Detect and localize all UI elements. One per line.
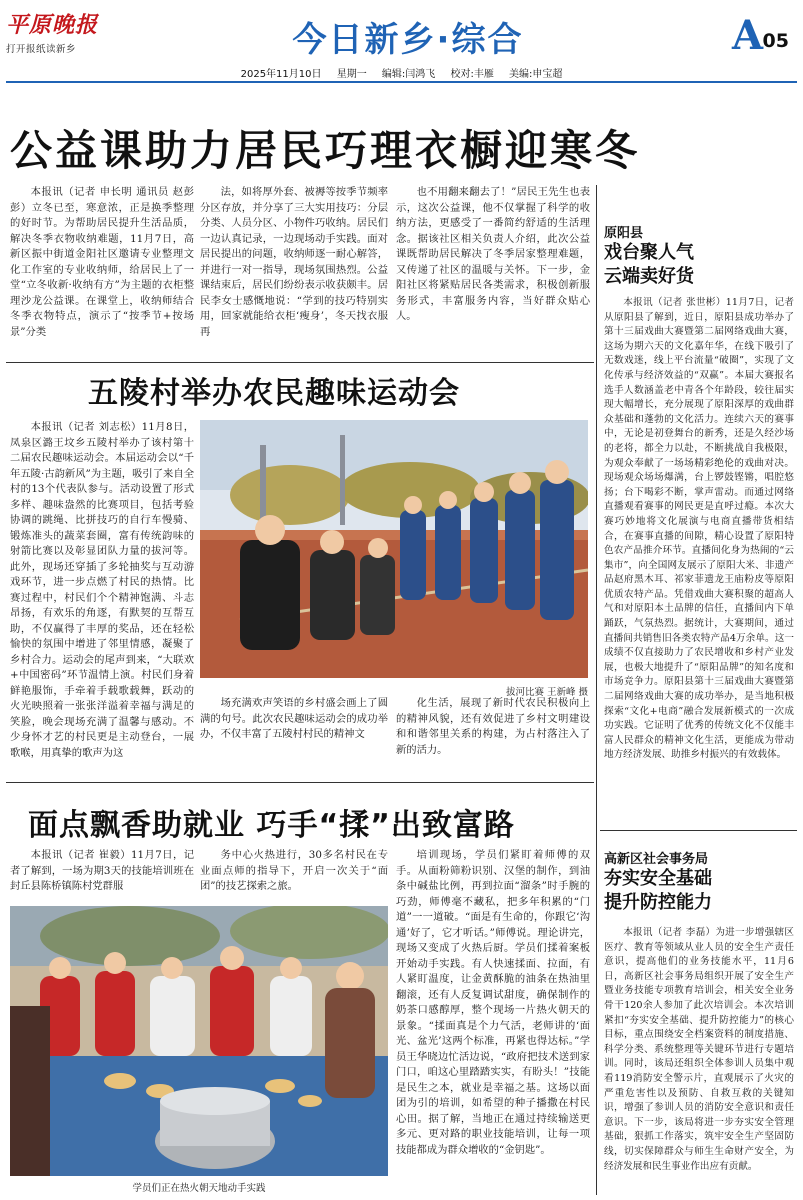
main-headline: 公益课助力居民巧理衣橱迎寒冬 xyxy=(10,126,641,175)
sport-story-text-right: 化生活，展现了新时代农民积极向上的精神风貌，还有效促进了乡村文明建设和和谐邻里关系的构建，为占村落注入了新的活力。 xyxy=(396,697,590,756)
main-story-col-3 xyxy=(396,185,590,360)
noodle-story-text-2: 务中心火热进行，30多名村民在专业面点师的指导下，开启一次关于“面团”的技艺探索之旅。 xyxy=(200,849,388,892)
page-letter: A xyxy=(731,12,763,59)
sport-photo-credit: 拔河比赛 王新峰 摄 xyxy=(505,687,588,698)
safety-story-title-1: 夯实安全基础 xyxy=(604,868,712,889)
noodle-story-col-3 xyxy=(396,848,590,1192)
opera-story-body xyxy=(604,296,794,816)
sport-story-col-left xyxy=(10,420,194,780)
newspaper-logo xyxy=(6,8,118,55)
opera-story-title-1: 戏台聚人气 xyxy=(604,242,694,263)
sport-story-text-mid: 场充满欢声笑语的乡村盛会画上了圆满的句号。此次农民趣味运动会的成功举办，不仅丰富了五陵村村民的精神文 xyxy=(200,697,388,740)
safety-story-region: 高新区社会事务局 xyxy=(604,852,709,867)
main-story-text-3: 也不用翻来翻去了！”居民王先生也表示，这次公益课，他不仅掌握了科学的收纳方法，更感受了一番简约舒适的生活理念。据该社区相关负责人介绍，此次公益课既帮助居民解决了冬季居家整理难题，又传递了社区的温暖与关怀。下一步，金阳社区将紧贴居民各类需求，积极创新服务形式，丰富服务内容，当好群众贴心人。 xyxy=(396,186,590,322)
noodle-class-photo xyxy=(10,906,388,1176)
main-story-text-2: 法，如将厚外套、被褥等按季节频率分区存放，并分享了三大实用技巧：分层分类、人员分区、小物件巧收纳。居民们一边认真记录，一边现场动手实践。面对居民提出的问题，收纳师逐一耐心解答，并进行一对一指导，现场氛围热烈。公益课结束后，居民们纷纷表示收获颇丰。居民李女士感慨地说：“学到的技巧特别实用，回家就能给衣柜‘瘦身’，冬天找衣服再 xyxy=(200,186,388,338)
safety-story-head xyxy=(604,848,794,915)
noodle-class-photo-art xyxy=(10,906,388,1176)
main-story-col-2 xyxy=(200,185,388,360)
editor-credit: 编辑:闫鸿飞 xyxy=(381,69,436,80)
safety-story-text: 本报讯（记者 李磊）为进一步增强辖区医疗、教育等领域从业人员的安全生产责任意识，提高他们的业务技能水平，11月6日，高新区社会事务局组织开展了安全生产暨业务技能专项教育培训会，相关安全业务骨干120余人参加了此次培训会。本次培训紧扣“夯实安全基础、提升防控能力”的核心目标，重点围绕安全档案资料的制度措施、科学分类、系统整理等关键环节进行专题培训。同时，该局还组织全体参训人员集中观看119消防安全警示片，直观展示了火灾的严重危害性以及预防、自救互救的关键知识，增强了参训人员的消防安全意识和责任意识。下一步，该局将进一步夯实安全管理基础，狠抓工作落实，筑牢安全生产坚固防线，切实保障群众与师生生命财产安全，为经济发展和民生事业作出应有贡献。 xyxy=(604,927,794,1172)
opera-story-text: 本报讯（记者 张世彬）11月7日，记者从原阳县了解到，近日，原阳县成功举办了第十三届戏曲大赛暨第二届网络戏曲大赛，这场为期六天的文化嘉年华，在线下吸引了无数戏迷，线上平台流量“破圈”，实现了文化传承与经济效益的“双赢”。本届大赛报名选手人数涵盖老中青各个年龄段，较往届实现大幅增长，充分展现了原阳深厚的戏曲群众基础和蓬勃的文化活力。连续六天的赛事中，无论是初登舞台的新秀，还是久经沙场的老将，都全力以赴，不断挑战自我极限，为观众奉献了一场场精彩绝伦的戏曲对决。现场观众场场爆满，台上锣鼓铿锵，唱腔悠扬；台下喝彩不断，掌声雷动。而通过网络直播观看赛事的网民更是直呼过瘾。本次大赛巧妙地将文化展演与电商直播带货相结合，在赛事直播的间隙，精心设置了原阳特色农产品推介环节。直播间化身为热闹的“云集市”，向全国网友展示了原阳大米、非遗产品赵府黑木耳、祁家菲遗龙王庙粉皮等原阳优质农特产品。凭借戏曲大赛积聚的超高人气和对原阳本土品牌的信任，直播间内下单踊跃，气氛热烈。据统计，大赛期间，通过直播间共销售旧各类农特产品4万余单。这一成绩不仅直接助力了农民增收和乡村产业发展，也极大地提升了“原阳品牌”的知名度和市场竞争力。原阳县第十三届戏曲大赛暨第二届网络戏曲大赛的成功举办，是当地积极探索“文化+电商”融合发展新模式的一次成功实践。它证明了优秀的传统文化不仅能丰富人民群众的精神文化生活，更能成为带动地方经济发展、助推乡村振兴的有效载体。 xyxy=(604,297,794,761)
opera-story-region: 原阳县 xyxy=(604,226,644,241)
masthead xyxy=(0,0,803,82)
paper-slogan: 打开报纸读新乡 xyxy=(6,44,77,55)
tug-of-war-photo xyxy=(200,420,588,678)
opera-story-title-2: 云端卖好货 xyxy=(604,266,694,287)
sport-story-text-left: 本报讯（记者 刘志松）11月8日，凤泉区潞王坟乡五陵村举办了该村第十二届农民趣味运动会。本届运动会以“千年五陵·古韵新风”为主题，吸引了来自全村的13个代表队参与。活动设置了形式多样、趣味盎然的比赛项目，包括考验协调的跳绳、比拼技巧的自行车慢骑、锻炼准头的蔬菜套圈，富有传统韵味的射箭比赛以及彰显团队力量的拔河等。此外，现场还穿插了多轮抽奖与互动游戏环节，进一步点燃了村民的热情。比赛过程中，村民们个个精神饱满、斗志昂扬，有欢乐的角逐，有默契的互帮互助，不仅赢得了丰厚的奖品，还在轻松愉快的氛围中增进了邻里情感，凝聚了乡村合力。运动会的尾声到来，“大联欢+中国密码”环节温情上演。村民们身着鲜艳服饰，手牵着手载歌载舞，跃动的火光映照着一张张洋溢着幸福与满足的笑脸，晚会现场充满了温馨与感动。不少身怀才艺的村民更是主动登台，一展歌喉，用真挚的歌声为这 xyxy=(10,421,194,759)
masthead-rule xyxy=(6,81,797,83)
noodle-story-text-3: 培训现场，学员们紧盯着师傅的双手。从面粉筛粉识别、汉堡的制作，到油条中碱盐比例，再到拉面“溜条”时手腕的巧劲，师傅毫不藏私，把多年积累的“门道”一一道破。“面是有生命的，你跟它‘沟通’好了，它才听话。”师傅说。理论讲完，现场又变成了火热后厨。学员们揉着案板开始动手实践。有人快速揉面、拉面，有人紧盯温度，让金黄酥脆的油条在热油里翻滚，还有人反复调试甜度，确保制作的奶茶口感醇厚，整个现场一片热火朝天的景象。“揉面真是个力气活，老师讲的‘面光、盆光’这两个标准，再紧也得达标。”学员王华晓边忙活边说，“政府把技术送到家门口，咱这心里踏踏实实，有盼头！”技能是民生之本，就业是幸福之基。这场以面团为引的培训，如希望的种子播撒在村民心田。据了解，当地正在通过持续输送更多元、更对路的职业技能培训，让每一项技能都成为群众增收的“金钥匙”。 xyxy=(396,849,590,1156)
noodle-story-col-1 xyxy=(10,848,194,898)
designer-credit: 美编:申宝超 xyxy=(509,69,563,80)
sport-headline: 五陵村举办农民趣味运动会 xyxy=(88,376,460,411)
divider-sport xyxy=(6,782,594,783)
paper-name: 平原晚报 xyxy=(6,12,99,38)
noodle-photo-caption: 学员们正在热火朝天地动手实践 xyxy=(132,1183,266,1194)
sport-story-col-mid xyxy=(200,696,388,780)
main-story-text-1: 本报讯（记者 申长明 通讯员 赵彭彭）立冬已至，寒意浓，正是换季整理的好时节。为帮助居民提升生活品质，解决冬季衣物收纳难题，11月7日，高新区振中街道金阳社区邀请专业整理文化工作室的专业收纳师，给居民上了一堂“立冬收新·收纳有方”为主题的衣柜整理沙龙公益课。在课堂上，收纳师结合冬季衣物特点，演示了“按季节+按场景”分类 xyxy=(10,186,194,338)
noodle-story-col-2 xyxy=(200,848,388,898)
dateline xyxy=(0,65,803,80)
page-number: 05 xyxy=(762,30,789,52)
divider-main xyxy=(6,362,594,363)
noodle-story-text-1: 本报讯（记者 崔毅）11月7日，记者了解到，一场为期3天的技能培训班在封丘县陈桥镇陈村党群服 xyxy=(10,849,194,892)
safety-story-title-2: 提升防控能力 xyxy=(604,892,712,913)
divider-side xyxy=(600,830,797,831)
proofreader-credit: 校对:丰雁 xyxy=(450,69,494,80)
section-title: 今日新乡·综合 xyxy=(292,20,524,60)
column-divider xyxy=(596,185,597,1195)
issue-date: 2025年11月10日 xyxy=(240,69,322,80)
safety-story-body xyxy=(604,926,794,1192)
issue-weekday: 星期一 xyxy=(336,69,367,80)
opera-story-head xyxy=(604,222,794,289)
noodle-headline: 面点飘香助就业 巧手“揉”出致富路 xyxy=(28,808,515,843)
main-story-col-1 xyxy=(10,185,194,360)
tug-of-war-photo-art xyxy=(200,420,588,678)
sport-story-col-right xyxy=(396,696,590,780)
